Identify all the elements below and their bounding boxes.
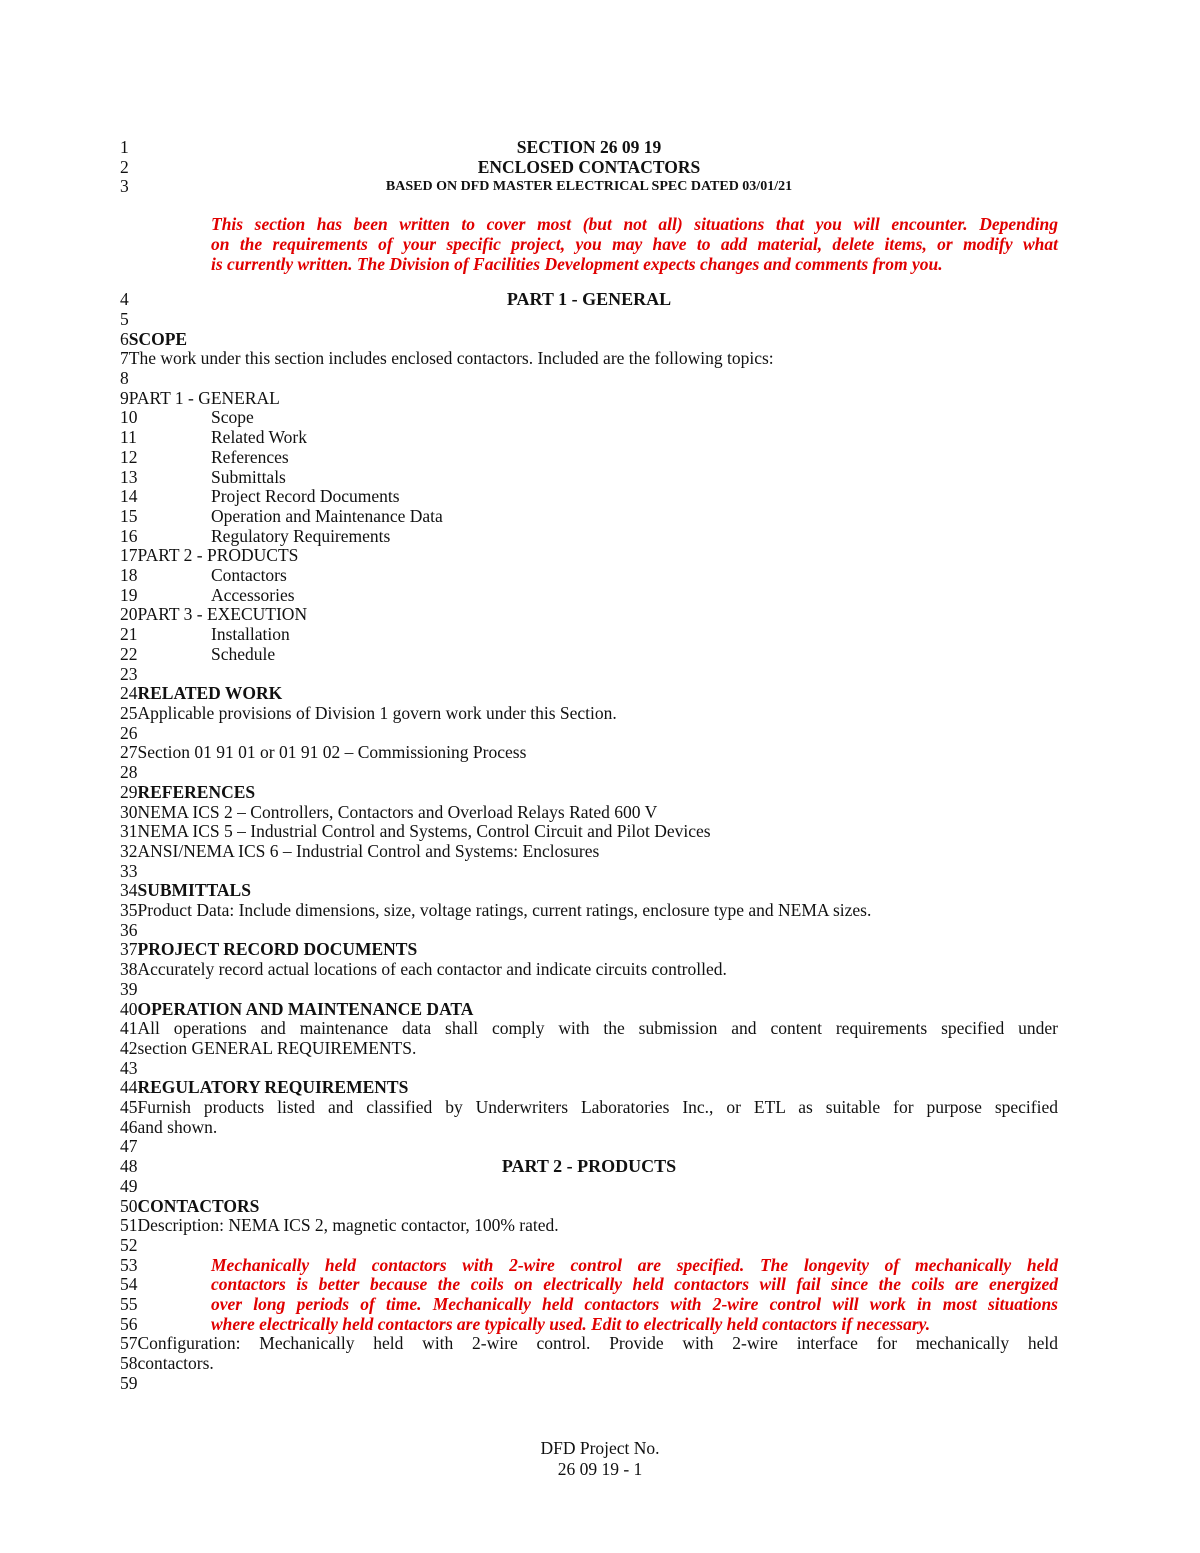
- line-number: 59: [120, 1372, 138, 1393]
- document-line: [120, 566, 1058, 586]
- document-line: [120, 527, 1058, 547]
- document-line: [120, 1295, 1058, 1315]
- section-number: SECTION 26 09 19: [516, 137, 662, 157]
- paragraph-text: NEMA ICS 2 – Controllers, Contactors and Overload Relays Rated 600 V: [137, 801, 658, 822]
- line-number: 39: [120, 978, 138, 999]
- topic-item: Accessories: [211, 584, 295, 605]
- part-heading: [120, 290, 1058, 310]
- subsection-heading: SCOPE: [128, 328, 188, 349]
- line-number: 11: [120, 427, 137, 448]
- line-number: 58: [120, 1353, 138, 1374]
- line-number: 5: [120, 308, 129, 329]
- line-number: 41: [120, 1018, 138, 1039]
- line-number: 7: [120, 348, 129, 369]
- document-line: [120, 743, 1058, 763]
- line-number: 27: [120, 742, 138, 763]
- document-line: [120, 822, 1058, 842]
- document-line: [120, 803, 1058, 823]
- document-line: [120, 468, 1058, 488]
- section-basis: BASED ON DFD MASTER ELECTRICAL SPEC DATED 03/01/21: [385, 179, 793, 195]
- editor-note-line: where electrically held contactors are typically used. Edit to electrically held contactors if necessary.: [211, 1313, 931, 1334]
- document-line: [120, 684, 1058, 704]
- page-footer: [0, 1438, 1200, 1480]
- paragraph-text: Accurately record actual locations of each contactor and indicate circuits controlled.: [137, 959, 727, 980]
- document-line: [120, 881, 1058, 901]
- document-line: [120, 1216, 1058, 1236]
- subsection-heading: PROJECT RECORD DOCUMENTS: [137, 939, 418, 960]
- document-line: [120, 625, 1058, 645]
- line-number: 40: [120, 998, 138, 1019]
- paragraph-text: All operations and maintenance data shall comply with the submission and content requirements specified under: [137, 1018, 1058, 1039]
- subsection-heading: RELATED WORK: [137, 683, 283, 704]
- intro-note-line: is currently written. The Division of Facilities Development expects changes and comments from you.: [211, 253, 943, 274]
- line-number: 18: [120, 565, 138, 586]
- topic-item: Installation: [211, 624, 290, 645]
- line-number: 13: [120, 466, 138, 487]
- document-line: [120, 586, 1058, 606]
- document-line: [120, 1098, 1058, 1118]
- paragraph-text: Configuration: Mechanically held with 2-wire control. Provide with 2-wire interface for mechanically held: [137, 1333, 1058, 1354]
- section-basis-line: [120, 177, 1058, 197]
- line-number: 20: [120, 604, 138, 625]
- line-number: 21: [120, 624, 138, 645]
- line-number: 6: [120, 328, 129, 349]
- line-number: 9: [120, 387, 129, 408]
- document-line: [120, 1039, 1058, 1059]
- document-line: [120, 862, 1058, 882]
- document-line: [120, 704, 1058, 724]
- line-number: 1: [120, 137, 129, 157]
- document-line: [120, 546, 1058, 566]
- line-number: 56: [120, 1313, 138, 1334]
- line-number: 23: [120, 663, 138, 684]
- line-number: 45: [120, 1097, 138, 1118]
- document-line: [120, 349, 1058, 369]
- topic-item: Submittals: [211, 466, 286, 487]
- line-number: 29: [120, 781, 138, 802]
- intro-note-line: This section has been written to cover most (but not all) situations that you will encounter. Depending: [211, 214, 1058, 235]
- document-line: [120, 763, 1058, 783]
- line-number: 14: [120, 486, 138, 507]
- editor-note-line: contactors is better because the coils on electrically held contactors will fail since the coils are energized: [211, 1274, 1058, 1295]
- line-number: 17: [120, 545, 138, 566]
- document-line: [120, 960, 1058, 980]
- document-line: [120, 1354, 1058, 1374]
- footer-page-number: 26 09 19 - 1: [557, 1459, 643, 1479]
- document-line: [120, 1197, 1058, 1217]
- paragraph-text: Furnish products listed and classified by Underwriters Laboratories Inc., or ETL as suitable for purpose specified: [137, 1097, 1058, 1118]
- topic-item: Related Work: [211, 427, 307, 448]
- line-number: 35: [120, 900, 138, 921]
- paragraph-text: Product Data: Include dimensions, size, voltage ratings, current ratings, enclosure type and NEMA sizes.: [137, 900, 872, 921]
- paragraph-text: Section 01 91 01 or 01 91 02 – Commissioning Process: [137, 742, 527, 763]
- paragraph-text: Description: NEMA ICS 2, magnetic contactor, 100% rated.: [137, 1215, 559, 1236]
- editor-note-line: over long periods of time. Mechanically held contactors with 2-wire control will work in most situations: [211, 1294, 1058, 1315]
- document-line: [120, 1078, 1058, 1098]
- part-heading: [120, 1157, 1058, 1177]
- document-line: [120, 487, 1058, 507]
- document-line: [120, 330, 1058, 350]
- line-number: 37: [120, 939, 138, 960]
- line-number: 8: [120, 368, 129, 389]
- section-title-line: [120, 158, 1058, 178]
- line-number: 12: [120, 446, 138, 467]
- line-number: 38: [120, 959, 138, 980]
- line-number: 49: [120, 1175, 138, 1196]
- document-line: [120, 1374, 1058, 1394]
- line-number: 46: [120, 1116, 138, 1137]
- subsection-heading: REGULATORY REQUIREMENTS: [137, 1077, 409, 1098]
- line-number: 25: [120, 702, 138, 723]
- paragraph-text: PART 2 - PRODUCTS: [137, 545, 299, 566]
- line-number: 2: [120, 156, 129, 177]
- topic-item: Schedule: [211, 643, 276, 664]
- document-line: [120, 1334, 1058, 1354]
- line-number: 34: [120, 880, 138, 901]
- line-number: 26: [120, 722, 138, 743]
- line-number: 3: [120, 176, 129, 197]
- document-line: [120, 940, 1058, 960]
- document-line: [120, 1118, 1058, 1138]
- paragraph-text: Applicable provisions of Division 1 govern work under this Section.: [137, 702, 617, 723]
- line-number: 43: [120, 1057, 138, 1078]
- line-number: 10: [120, 407, 138, 428]
- document-line: [120, 783, 1058, 803]
- line-number: 24: [120, 683, 138, 704]
- line-number: 31: [120, 821, 138, 842]
- line-number: 33: [120, 860, 138, 881]
- part-title: PART 2 - PRODUCTS: [501, 1156, 677, 1177]
- line-number: 50: [120, 1195, 138, 1216]
- part-2-lines: [120, 1177, 1058, 1394]
- document-line: [120, 1256, 1058, 1276]
- document-line: [120, 1059, 1058, 1079]
- topic-item: Contactors: [211, 565, 287, 586]
- paragraph-text: section GENERAL REQUIREMENTS.: [137, 1037, 417, 1058]
- paragraph-text: PART 3 - EXECUTION: [137, 604, 308, 625]
- document-line: [120, 980, 1058, 1000]
- topic-item: References: [211, 446, 289, 467]
- line-number: 51: [120, 1215, 138, 1236]
- line-number: 52: [120, 1234, 138, 1255]
- document-line: [120, 605, 1058, 625]
- document-line: [120, 645, 1058, 665]
- document-line: [120, 389, 1058, 409]
- line-number: 4: [120, 289, 129, 310]
- line-number: 57: [120, 1333, 138, 1354]
- subsection-heading: CONTACTORS: [137, 1195, 260, 1216]
- document-line: [120, 428, 1058, 448]
- document-line: [120, 1236, 1058, 1256]
- line-number: 32: [120, 840, 138, 861]
- line-number: 19: [120, 584, 138, 605]
- document-line: [120, 310, 1058, 330]
- paragraph-text: The work under this section includes enclosed contactors. Included are the following topics:: [128, 348, 774, 369]
- document-line: [120, 448, 1058, 468]
- document-line: [120, 408, 1058, 428]
- line-number: 30: [120, 801, 138, 822]
- line-number: 16: [120, 525, 138, 546]
- document-line: [120, 921, 1058, 941]
- paragraph-text: contactors.: [137, 1353, 214, 1374]
- line-number: 42: [120, 1037, 138, 1058]
- paragraph-text: and shown.: [137, 1116, 218, 1137]
- subsection-heading: OPERATION AND MAINTENANCE DATA: [137, 998, 474, 1019]
- document-line: [120, 842, 1058, 862]
- document-line: [120, 1315, 1058, 1335]
- document-line: [120, 1275, 1058, 1295]
- paragraph-text: ANSI/NEMA ICS 6 – Industrial Control and Systems: Enclosures: [137, 840, 600, 861]
- intro-note-line: on the requirements of your specific project, you may have to add material, delete items, or modify what: [211, 233, 1058, 254]
- document-line: [120, 1137, 1058, 1157]
- part-title: PART 1 - GENERAL: [506, 289, 672, 310]
- topic-item: Project Record Documents: [211, 486, 400, 507]
- topic-item: Scope: [211, 407, 254, 428]
- topic-item: Operation and Maintenance Data: [211, 505, 443, 526]
- line-number: 48: [120, 1156, 138, 1177]
- line-number: 47: [120, 1136, 138, 1157]
- document-line: [120, 901, 1058, 921]
- editor-note-line: Mechanically held contactors with 2-wire control are specified. The longevity of mechanically held: [211, 1254, 1058, 1275]
- part-1-lines: [120, 310, 1058, 1157]
- paragraph-text: NEMA ICS 5 – Industrial Control and Systems, Control Circuit and Pilot Devices: [137, 821, 711, 842]
- line-number: 54: [120, 1274, 138, 1295]
- document-line: [120, 665, 1058, 685]
- paragraph-text: PART 1 - GENERAL: [128, 387, 280, 408]
- intro-note: [120, 215, 1058, 274]
- footer-project: DFD Project No.: [540, 1438, 660, 1458]
- line-number: 36: [120, 919, 138, 940]
- line-number: 15: [120, 505, 138, 526]
- document-body: [120, 138, 1058, 1394]
- topic-item: Regulatory Requirements: [211, 525, 391, 546]
- document-line: [120, 1000, 1058, 1020]
- section-title: ENCLOSED CONTACTORS: [477, 156, 701, 177]
- section-number-line: [120, 138, 1058, 158]
- document-line: [120, 507, 1058, 527]
- document-line: [120, 1177, 1058, 1197]
- line-number: 28: [120, 762, 138, 783]
- line-number: 44: [120, 1077, 138, 1098]
- line-number: 55: [120, 1294, 138, 1315]
- document-line: [120, 1019, 1058, 1039]
- document-line: [120, 369, 1058, 389]
- subsection-heading: SUBMITTALS: [137, 880, 251, 901]
- subsection-heading: REFERENCES: [137, 781, 256, 802]
- line-number: 53: [120, 1254, 138, 1275]
- document-line: [120, 724, 1058, 744]
- line-number: 22: [120, 643, 138, 664]
